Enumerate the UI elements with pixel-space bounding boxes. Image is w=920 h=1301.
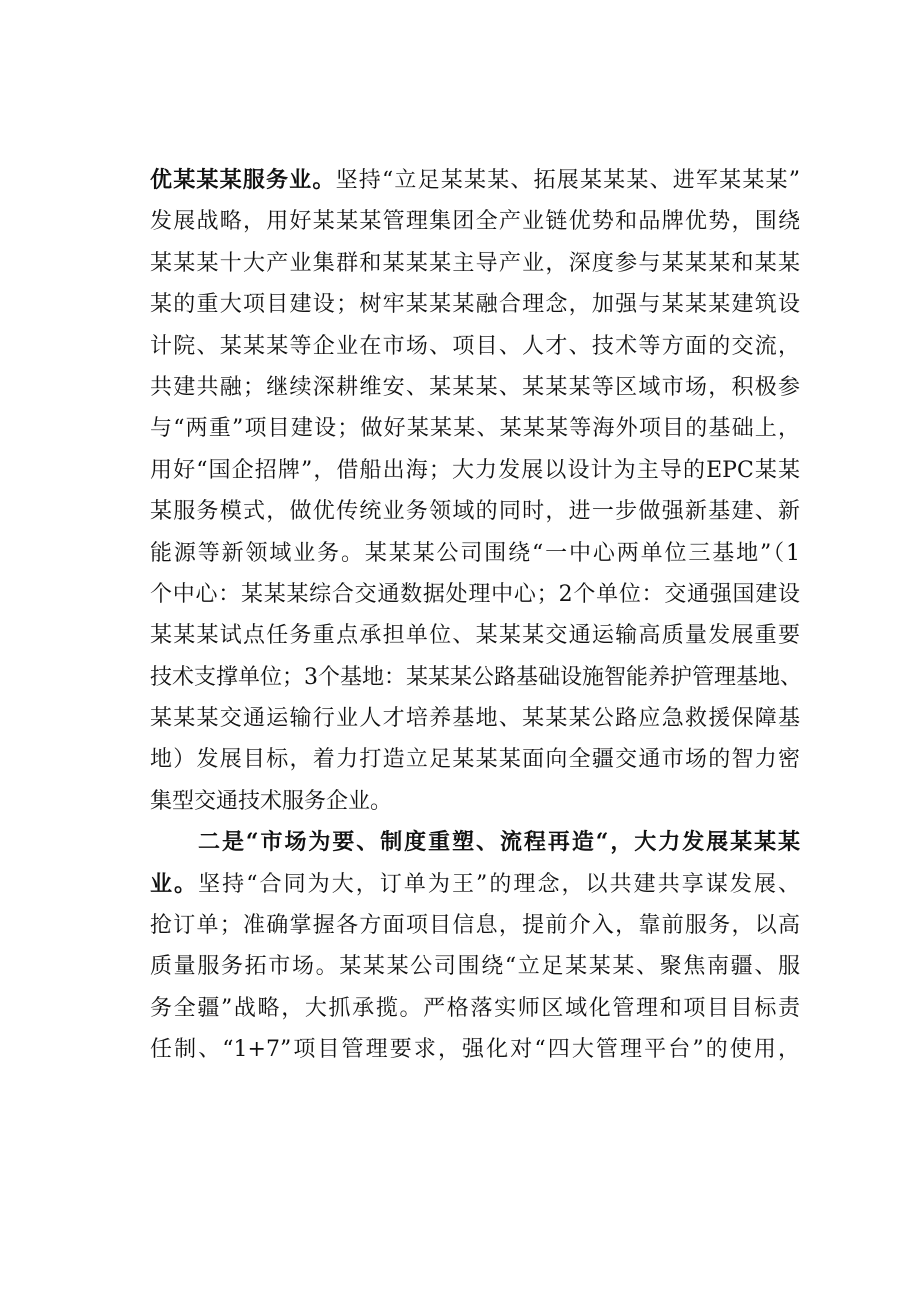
- line-text: 质量服务拓市场。某某某公司围绕“立足某某某、聚焦南疆、服: [150, 954, 800, 980]
- line-text: 集型交通技术服务企业。: [150, 788, 393, 814]
- line-text: 某服务模式，做优传统业务领域的同时，进一步做强新基建、新: [150, 499, 800, 525]
- bold-lead: 业。: [150, 870, 199, 897]
- text-line: [150, 946, 800, 987]
- bold-heading: 二是“市场为要、制度重塑、流程再造“，大力发展某某某: [198, 829, 800, 856]
- text-line: [150, 201, 800, 242]
- text-line: [150, 905, 800, 946]
- text-line: [150, 822, 800, 863]
- line-text: 任制、“1+7”项目管理要求，强化对“四大管理平台”的使用，: [150, 1037, 800, 1063]
- text-line: [150, 574, 800, 615]
- line-text: 抢订单；准确掌握各方面项目信息，提前介入，靠前服务，以高: [150, 913, 800, 939]
- line-text: 某的重大项目建设；树牢某某某融合理念，加强与某某某建筑设: [150, 292, 800, 318]
- document-body: [150, 160, 800, 1071]
- text-line: [150, 408, 800, 449]
- text-line: [150, 243, 800, 284]
- line-text: 计院、某某某等企业在市场、项目、人才、技术等方面的交流，: [150, 333, 800, 359]
- text-line: [150, 326, 800, 367]
- line-text: 某某某交通运输行业人才培养基地、某某某公路应急救援保障基: [150, 706, 800, 732]
- line-text: 技术支撑单位；3个基地：某某某公路基础设施智能养护管理基地、: [150, 664, 802, 690]
- line-text: 共建共融；继续深耕维安、某某某、某某某等区域市场，积极参: [150, 374, 800, 400]
- text-line: [150, 698, 800, 739]
- paragraph-2: [150, 822, 800, 1070]
- line-text: 个中心：某某某综合交通数据处理中心；2个单位：交通强国建设: [150, 581, 800, 607]
- text-line: [150, 160, 800, 201]
- text-line: [150, 1029, 800, 1070]
- text-line: [150, 781, 800, 822]
- paragraph-1: [150, 160, 800, 822]
- line-text: 坚持“立足某某某、拓展某某某、进军某某某”: [335, 168, 800, 193]
- text-line: [150, 739, 800, 780]
- line-text: 坚持“合同为大，订单为王”的理念，以共建共享谋发展、: [198, 871, 800, 897]
- text-line: [150, 615, 800, 656]
- line-text: 用好“国企招牌”，借船出海；大力发展以设计为主导的EPC某某: [150, 457, 800, 483]
- text-line: [150, 450, 800, 491]
- line-text: 与“两重”项目建设；做好某某某、某某某等海外项目的基础上，: [150, 416, 800, 442]
- bold-lead: 优某某某服务业。: [150, 167, 336, 193]
- text-line: [150, 988, 800, 1029]
- line-text: 地）发展目标，着力打造立足某某某面向全疆交通市场的智力密: [150, 747, 800, 773]
- line-text: 能源等新领域业务。某某某公司围绕“一中心两单位三基地”（1: [150, 540, 800, 566]
- text-line: [150, 657, 800, 698]
- text-line: [150, 367, 800, 408]
- text-line: [150, 533, 800, 574]
- text-line: [150, 491, 800, 532]
- line-text: 务全疆”战略，大抓承揽。严格落实师区域化管理和项目目标责: [150, 995, 800, 1021]
- line-text: 某某某十大产业集群和某某某主导产业，深度参与某某某和某某: [150, 250, 800, 276]
- line-text: 发展战略，用好某某某管理集团全产业链优势和品牌优势，围绕: [150, 209, 800, 235]
- text-line: [150, 284, 800, 325]
- line-text: 某某某试点任务重点承担单位、某某某交通运输高质量发展重要: [150, 623, 800, 649]
- text-line: [150, 864, 800, 905]
